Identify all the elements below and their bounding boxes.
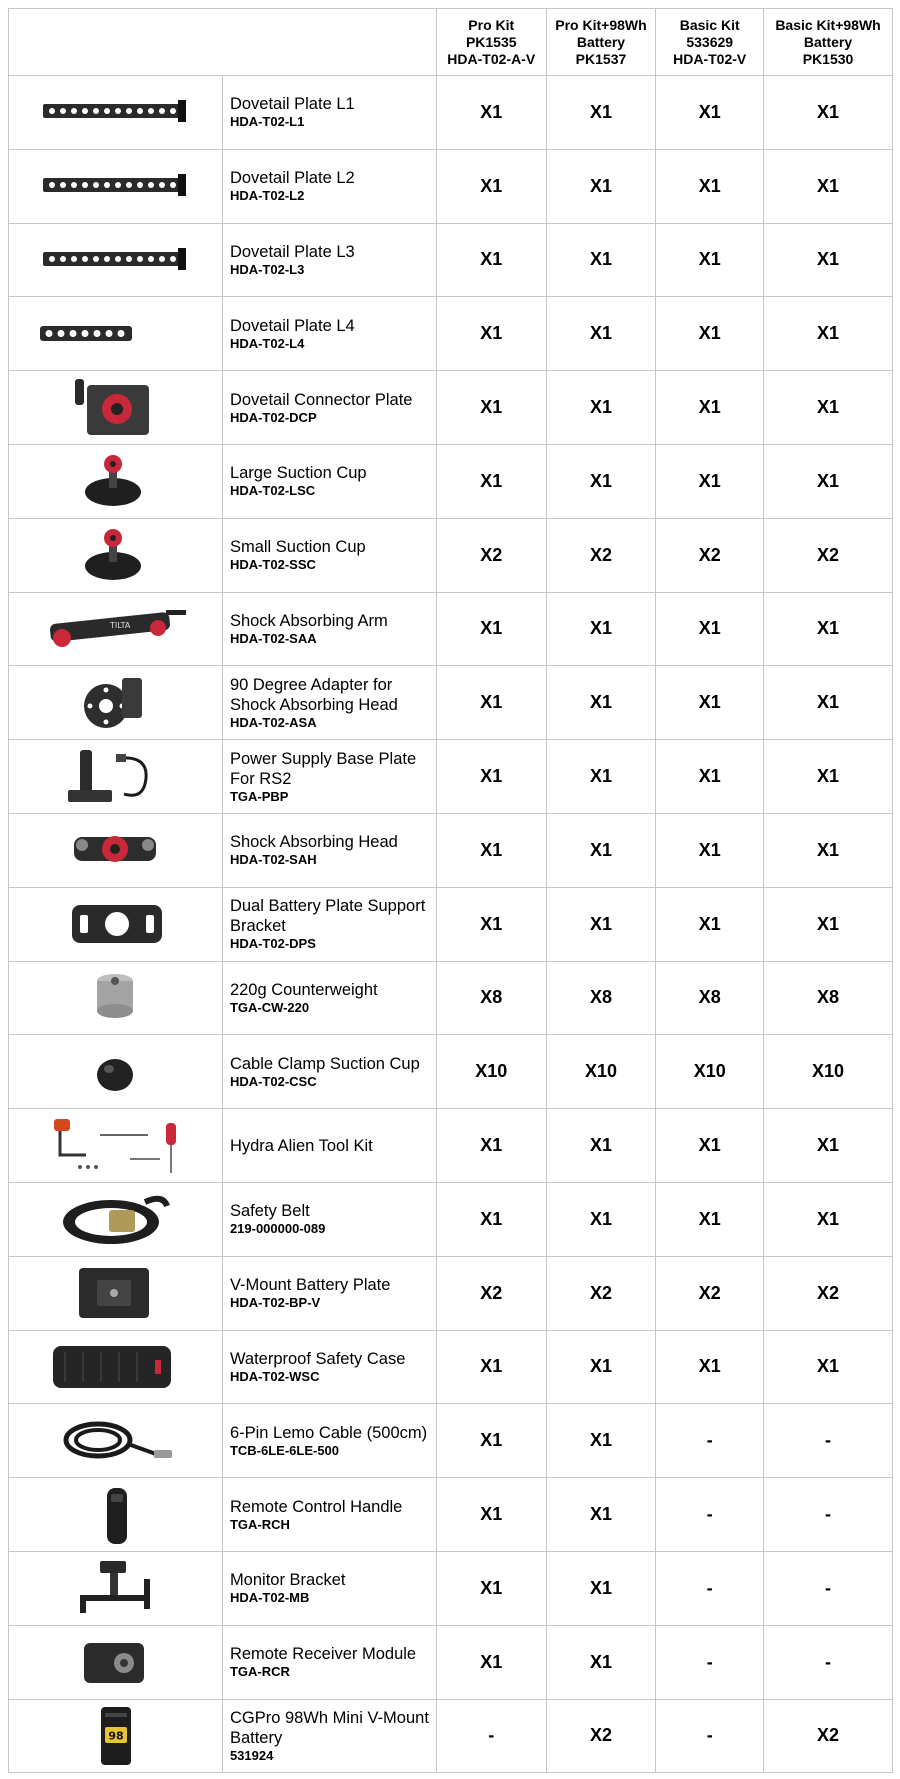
battery-plate-icon <box>9 1262 222 1324</box>
table-row <box>9 961 893 1035</box>
product-name-cell <box>222 1699 436 1773</box>
header-pro-kit-battery <box>546 9 656 76</box>
qty-pro-kit-battery: X1 <box>546 1182 656 1256</box>
qty-basic-kit: X1 <box>656 1109 764 1183</box>
qty-basic-kit-battery: - <box>764 1551 893 1625</box>
product-code: TGA-RCR <box>229 1664 290 1680</box>
product-code: HDA-T02-L3 <box>229 261 305 277</box>
product-name-cell <box>222 371 436 445</box>
suction-cup-icon <box>9 524 222 586</box>
qty-basic-kit: X1 <box>656 149 764 223</box>
product-name-cell <box>222 1182 436 1256</box>
table-row <box>9 666 893 740</box>
qty-pro-kit: X10 <box>436 1035 546 1109</box>
qty-pro-kit: X1 <box>436 1551 546 1625</box>
battery-bracket-icon <box>9 893 222 955</box>
product-name: Large Suction Cup <box>229 464 367 483</box>
header-basic-kit <box>656 9 764 76</box>
product-code: TGA-CW-220 <box>229 999 310 1015</box>
table-row <box>9 887 893 961</box>
product-code: HDA-T02-L1 <box>229 114 305 130</box>
qty-pro-kit: X2 <box>436 1256 546 1330</box>
header-line: PK1537 <box>575 50 627 67</box>
qty-pro-kit-battery: X1 <box>546 813 656 887</box>
product-name: 220g Counterweight <box>229 980 378 999</box>
qty-basic-kit: X1 <box>656 1330 764 1404</box>
product-name-cell <box>222 1404 436 1478</box>
product-name: Shock Absorbing Arm <box>229 611 388 630</box>
qty-pro-kit-battery: X1 <box>546 1404 656 1478</box>
qty-basic-kit-battery: X1 <box>764 149 893 223</box>
product-code: HDA-T02-SAA <box>229 630 317 646</box>
product-image-cell <box>9 297 223 371</box>
product-code: HDA-T02-WSC <box>229 1368 320 1384</box>
kit-contents-table <box>8 8 893 1773</box>
product-name: Dovetail Plate L1 <box>229 95 355 114</box>
qty-basic-kit-battery: X1 <box>764 297 893 371</box>
product-name-cell <box>222 1478 436 1552</box>
cable-clamp-icon <box>9 1041 222 1103</box>
product-code: HDA-T02-DCP <box>229 409 317 425</box>
product-name: Small Suction Cup <box>229 538 366 557</box>
qty-pro-kit: X1 <box>436 371 546 445</box>
product-code: HDA-T02-DPS <box>229 936 316 952</box>
product-code: 531924 <box>229 1747 274 1763</box>
table-row <box>9 149 893 223</box>
product-image-cell <box>9 666 223 740</box>
product-name-cell <box>222 1625 436 1699</box>
qty-basic-kit: - <box>656 1404 764 1478</box>
product-name: Safety Belt <box>229 1202 310 1221</box>
product-name: Remote Control Handle <box>229 1497 403 1516</box>
qty-basic-kit-battery: X1 <box>764 666 893 740</box>
product-image-cell <box>9 76 223 150</box>
product-code: HDA-T02-SAH <box>229 852 317 868</box>
power-base-plate-icon <box>9 746 222 808</box>
qty-basic-kit: - <box>656 1551 764 1625</box>
product-name: Cable Clamp Suction Cup <box>229 1054 420 1073</box>
suction-cup-icon <box>9 450 222 512</box>
table-row <box>9 1625 893 1699</box>
product-code: HDA-T02-L4 <box>229 335 305 351</box>
table-row <box>9 1699 893 1773</box>
product-name: Shock Absorbing Head <box>229 833 398 852</box>
product-code: HDA-T02-MB <box>229 1590 310 1606</box>
product-code: 219-000000-089 <box>229 1221 326 1237</box>
table-row <box>9 1182 893 1256</box>
svg-text:TILTA: TILTA <box>110 620 131 630</box>
qty-basic-kit-battery: X1 <box>764 592 893 666</box>
product-image-cell <box>9 1551 223 1625</box>
qty-basic-kit-battery: X1 <box>764 887 893 961</box>
table-row <box>9 297 893 371</box>
table-row <box>9 1330 893 1404</box>
header-line: Pro Kit <box>468 16 515 33</box>
qty-pro-kit-battery: X2 <box>546 1699 656 1773</box>
header-line: PK1530 <box>802 50 854 67</box>
product-image-cell <box>9 592 223 666</box>
table-row <box>9 1256 893 1330</box>
product-image-cell <box>9 1404 223 1478</box>
header-line: Basic Kit <box>679 16 740 33</box>
header-line: Pro Kit+98Wh <box>555 16 647 33</box>
product-name: Dual Battery Plate Support Bracket <box>229 897 426 936</box>
qty-basic-kit-battery: - <box>764 1404 893 1478</box>
qty-pro-kit-battery: X10 <box>546 1035 656 1109</box>
table-row <box>9 371 893 445</box>
qty-basic-kit-battery: X8 <box>764 961 893 1035</box>
qty-basic-kit: X8 <box>656 961 764 1035</box>
header-blank-cell <box>9 9 437 76</box>
table-row <box>9 1404 893 1478</box>
qty-basic-kit: X1 <box>656 1182 764 1256</box>
qty-pro-kit: X1 <box>436 297 546 371</box>
product-name: Hydra Alien Tool Kit <box>229 1136 373 1155</box>
product-image-cell <box>9 1256 223 1330</box>
header-line: 533629 <box>686 33 734 50</box>
product-image-cell <box>9 444 223 518</box>
table-row <box>9 1035 893 1109</box>
product-code: HDA-T02-CSC <box>229 1073 317 1089</box>
qty-basic-kit: X1 <box>656 223 764 297</box>
product-name-cell <box>222 444 436 518</box>
connector-plate-icon <box>9 377 222 439</box>
dovetail-plate-icon <box>9 240 222 280</box>
table-row <box>9 1109 893 1183</box>
qty-pro-kit-battery: X1 <box>546 371 656 445</box>
qty-pro-kit: X1 <box>436 740 546 814</box>
product-name-cell <box>222 592 436 666</box>
qty-pro-kit: X1 <box>436 149 546 223</box>
product-name: Monitor Bracket <box>229 1571 346 1590</box>
qty-basic-kit-battery: X1 <box>764 1182 893 1256</box>
battery-label: 98 <box>108 1729 125 1743</box>
cable-icon <box>9 1410 222 1472</box>
qty-pro-kit-battery: X1 <box>546 1330 656 1404</box>
product-name-cell <box>222 1330 436 1404</box>
product-code: TGA-PBP <box>229 788 289 804</box>
shock-arm-icon <box>9 598 222 660</box>
qty-pro-kit: X1 <box>436 444 546 518</box>
header-line: HDA-T02-A-V <box>447 50 536 67</box>
qty-pro-kit-battery: X1 <box>546 76 656 150</box>
product-name-cell <box>222 518 436 592</box>
qty-basic-kit-battery: X1 <box>764 1109 893 1183</box>
qty-basic-kit-battery: X10 <box>764 1035 893 1109</box>
product-name-cell <box>222 297 436 371</box>
adapter-icon <box>9 672 222 734</box>
product-name: Remote Receiver Module <box>229 1645 417 1664</box>
product-name: Waterproof Safety Case <box>229 1349 406 1368</box>
product-image-cell <box>9 1625 223 1699</box>
qty-basic-kit: X1 <box>656 666 764 740</box>
qty-basic-kit-battery: - <box>764 1625 893 1699</box>
qty-basic-kit-battery: X1 <box>764 371 893 445</box>
qty-basic-kit-battery: X2 <box>764 1256 893 1330</box>
product-name-cell <box>222 961 436 1035</box>
product-name: Dovetail Connector Plate <box>229 390 413 409</box>
remote-handle-icon <box>9 1484 222 1546</box>
product-name-cell <box>222 223 436 297</box>
table-row <box>9 813 893 887</box>
table-row <box>9 1551 893 1625</box>
qty-basic-kit-battery: - <box>764 1478 893 1552</box>
qty-pro-kit: X8 <box>436 961 546 1035</box>
battery-icon <box>9 1705 222 1767</box>
counterweight-icon <box>9 967 222 1029</box>
product-name: 90 Degree Adapter for Shock Absorbing Head <box>229 675 398 714</box>
product-image-cell <box>9 223 223 297</box>
product-image-cell <box>9 740 223 814</box>
product-name: V-Mount Battery Plate <box>229 1276 391 1295</box>
product-code: TGA-RCH <box>229 1516 290 1532</box>
table-row <box>9 1478 893 1552</box>
safety-belt-icon <box>9 1188 222 1250</box>
product-name-cell <box>222 76 436 150</box>
qty-basic-kit: - <box>656 1478 764 1552</box>
product-image-cell <box>9 1330 223 1404</box>
table-row <box>9 444 893 518</box>
qty-pro-kit-battery: X1 <box>546 1478 656 1552</box>
product-name-cell <box>222 813 436 887</box>
product-name: 6-Pin Lemo Cable (500cm) <box>229 1423 428 1442</box>
header-line: Basic Kit+98Wh <box>775 16 881 33</box>
dovetail-plate-icon <box>9 166 222 206</box>
qty-pro-kit: X1 <box>436 1478 546 1552</box>
qty-pro-kit: X1 <box>436 1404 546 1478</box>
qty-pro-kit-battery: X1 <box>546 1109 656 1183</box>
qty-basic-kit: X1 <box>656 887 764 961</box>
qty-pro-kit-battery: X2 <box>546 1256 656 1330</box>
monitor-bracket-icon <box>9 1557 222 1619</box>
product-image-cell <box>9 961 223 1035</box>
table-row <box>9 592 893 666</box>
qty-basic-kit: X2 <box>656 1256 764 1330</box>
table-row <box>9 76 893 150</box>
qty-pro-kit: - <box>436 1699 546 1773</box>
header-basic-kit-battery <box>764 9 893 76</box>
product-code: HDA-T02-BP-V <box>229 1295 321 1311</box>
header-line: Battery <box>576 33 626 50</box>
product-image-cell <box>9 371 223 445</box>
qty-basic-kit: X1 <box>656 592 764 666</box>
product-code: HDA-T02-L2 <box>229 188 305 204</box>
dovetail-plate-short-icon <box>9 314 222 354</box>
product-name: Dovetail Plate L3 <box>229 242 355 261</box>
product-code: TCB-6LE-6LE-500 <box>229 1442 340 1458</box>
product-name-cell <box>222 740 436 814</box>
product-image-cell <box>9 813 223 887</box>
qty-basic-kit-battery: X1 <box>764 444 893 518</box>
qty-basic-kit: X2 <box>656 518 764 592</box>
qty-pro-kit: X1 <box>436 76 546 150</box>
table-row <box>9 518 893 592</box>
qty-basic-kit-battery: X1 <box>764 76 893 150</box>
product-image-cell <box>9 149 223 223</box>
product-name-cell <box>222 887 436 961</box>
product-name-cell <box>222 1551 436 1625</box>
qty-pro-kit: X1 <box>436 1625 546 1699</box>
qty-basic-kit-battery: X1 <box>764 740 893 814</box>
qty-pro-kit-battery: X1 <box>546 149 656 223</box>
product-image-cell <box>9 1109 223 1183</box>
qty-pro-kit-battery: X8 <box>546 961 656 1035</box>
product-name: Power Supply Base Plate For RS2 <box>229 749 417 788</box>
product-image-cell <box>9 1182 223 1256</box>
safety-case-icon <box>9 1336 222 1398</box>
product-name-cell <box>222 1256 436 1330</box>
receiver-module-icon <box>9 1631 222 1693</box>
qty-basic-kit-battery: X1 <box>764 813 893 887</box>
qty-pro-kit-battery: X1 <box>546 740 656 814</box>
product-name-cell <box>222 149 436 223</box>
qty-basic-kit: X1 <box>656 76 764 150</box>
qty-basic-kit-battery: X2 <box>764 1699 893 1773</box>
product-name: Dovetail Plate L2 <box>229 169 355 188</box>
qty-pro-kit-battery: X1 <box>546 666 656 740</box>
qty-pro-kit: X1 <box>436 592 546 666</box>
qty-pro-kit-battery: X1 <box>546 297 656 371</box>
header-line: PK1535 <box>465 33 517 50</box>
qty-pro-kit-battery: X1 <box>546 592 656 666</box>
qty-basic-kit: X1 <box>656 740 764 814</box>
shock-head-icon <box>9 819 222 881</box>
qty-pro-kit-battery: X1 <box>546 444 656 518</box>
qty-pro-kit-battery: X1 <box>546 1551 656 1625</box>
product-image-cell <box>9 1035 223 1109</box>
product-name-cell <box>222 1109 436 1183</box>
qty-basic-kit: X1 <box>656 813 764 887</box>
tool-kit-icon <box>9 1115 222 1177</box>
product-name: Dovetail Plate L4 <box>229 316 355 335</box>
qty-pro-kit-battery: X1 <box>546 223 656 297</box>
qty-pro-kit: X1 <box>436 223 546 297</box>
table-row <box>9 223 893 297</box>
qty-pro-kit-battery: X1 <box>546 1625 656 1699</box>
product-image-cell <box>9 1478 223 1552</box>
product-name: CGPro 98Wh Mini V-Mount Battery <box>229 1708 429 1747</box>
qty-pro-kit: X1 <box>436 666 546 740</box>
qty-pro-kit: X1 <box>436 1330 546 1404</box>
qty-basic-kit: X1 <box>656 371 764 445</box>
product-image-cell <box>9 1699 223 1773</box>
product-name-cell <box>222 666 436 740</box>
header-line: HDA-T02-V <box>673 50 747 67</box>
header-row <box>9 9 893 76</box>
qty-basic-kit: - <box>656 1699 764 1773</box>
dovetail-plate-icon <box>9 92 222 132</box>
qty-basic-kit: X1 <box>656 297 764 371</box>
qty-basic-kit-battery: X2 <box>764 518 893 592</box>
qty-pro-kit: X2 <box>436 518 546 592</box>
product-code: HDA-T02-ASA <box>229 714 317 730</box>
qty-pro-kit: X1 <box>436 813 546 887</box>
qty-basic-kit-battery: X1 <box>764 1330 893 1404</box>
product-image-cell <box>9 887 223 961</box>
qty-basic-kit: - <box>656 1625 764 1699</box>
product-code: HDA-T02-SSC <box>229 557 316 573</box>
header-line: Battery <box>803 33 853 50</box>
qty-pro-kit: X1 <box>436 887 546 961</box>
product-name-cell <box>222 1035 436 1109</box>
qty-basic-kit: X10 <box>656 1035 764 1109</box>
table-row <box>9 740 893 814</box>
qty-basic-kit: X1 <box>656 444 764 518</box>
qty-pro-kit: X1 <box>436 1109 546 1183</box>
product-image-cell <box>9 518 223 592</box>
qty-pro-kit-battery: X2 <box>546 518 656 592</box>
product-code: HDA-T02-LSC <box>229 483 316 499</box>
qty-pro-kit: X1 <box>436 1182 546 1256</box>
header-pro-kit <box>436 9 546 76</box>
qty-basic-kit-battery: X1 <box>764 223 893 297</box>
qty-pro-kit-battery: X1 <box>546 887 656 961</box>
